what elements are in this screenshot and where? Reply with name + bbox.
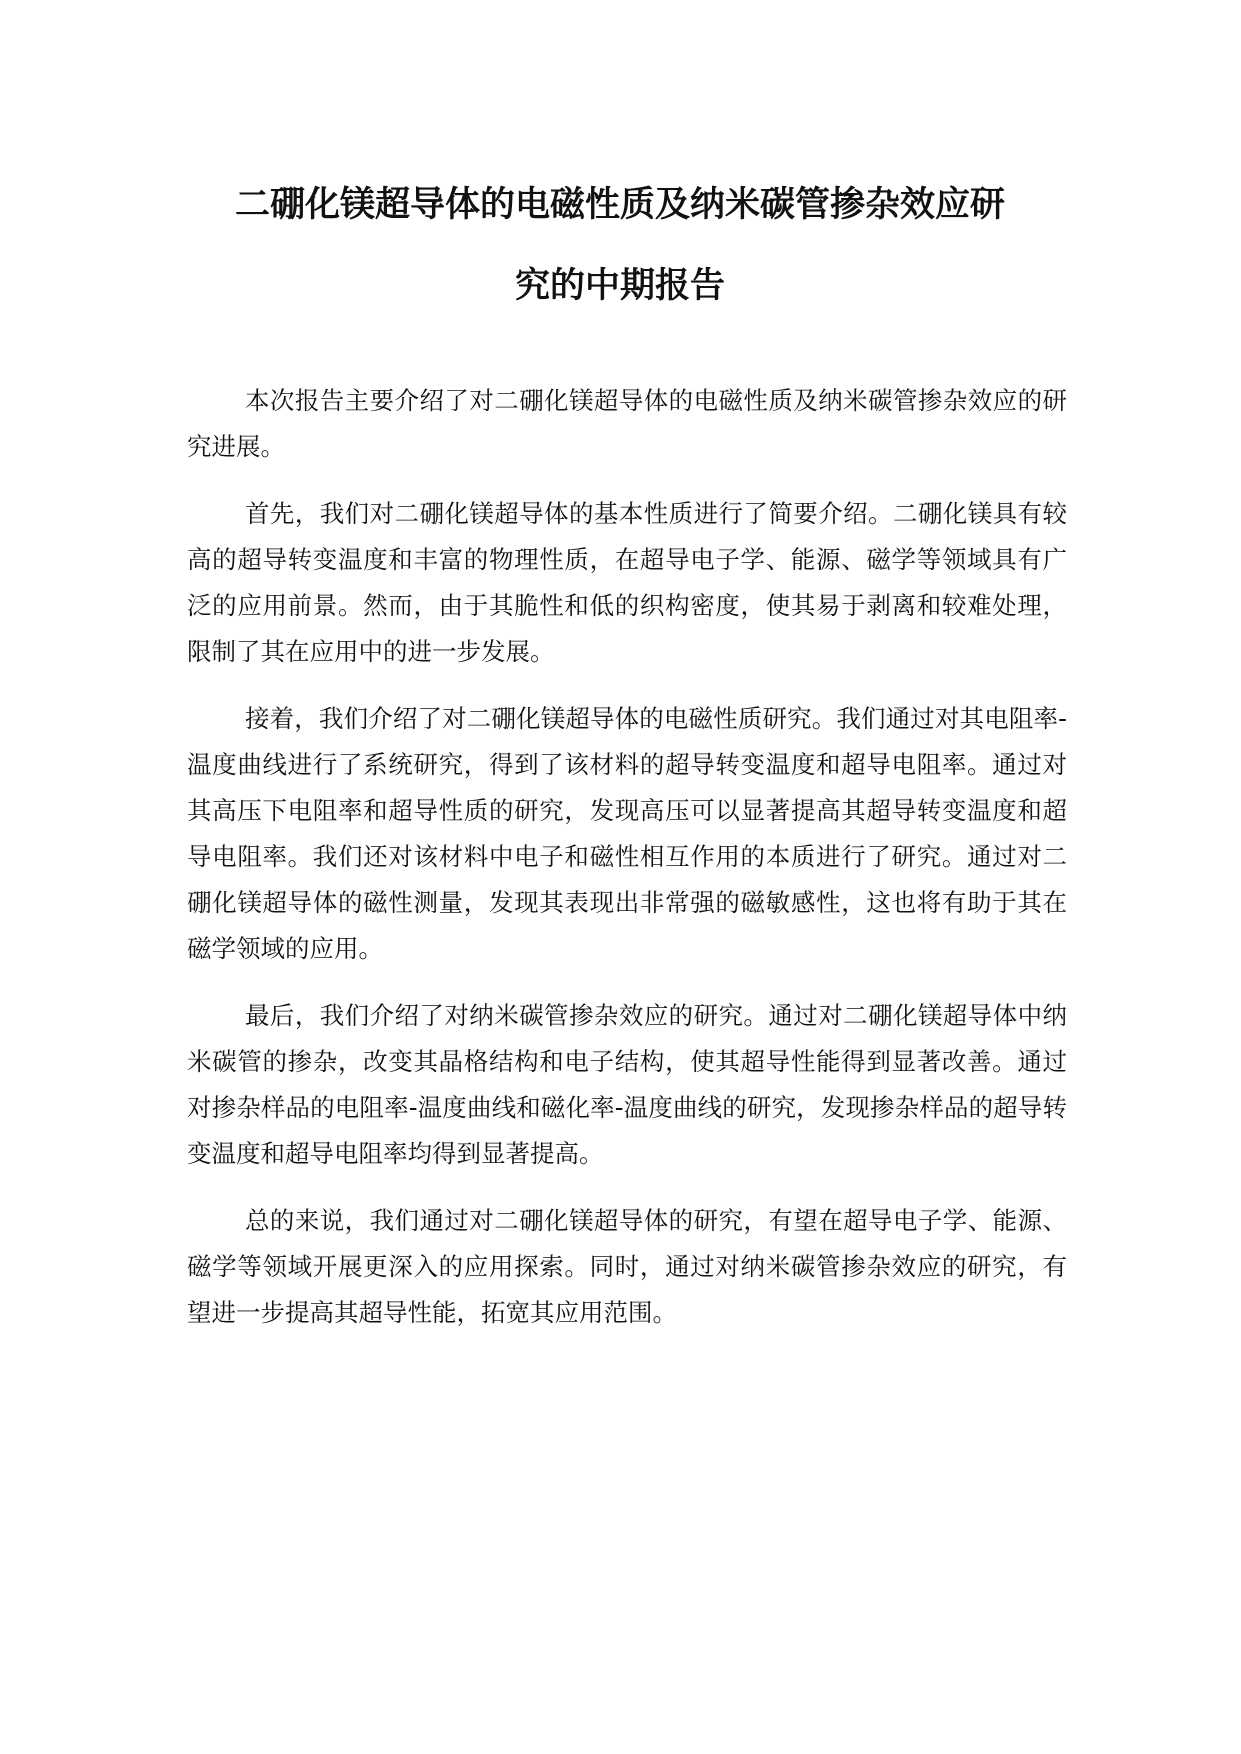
document-body: [187, 378, 1067, 1357]
document-title-line-2: 究的中期报告: [514, 266, 725, 306]
paragraph-conclusion: 总的来说，我们通过对二硼化镁超导体的研究，有望在超导电子学、能源、磁学等领域开展更深入的应用探索。同时，通过对纳米碳管掺杂效应的研究，有望进一步提高其超导性能，拓宽其应用范围。: [187, 1206, 1067, 1327]
document-title-line-1: 二硼化镁超导体的电磁性质及纳米碳管掺杂效应研: [234, 185, 1005, 225]
paragraph-carbon-nanotube-doping: 最后，我们介绍了对纳米碳管掺杂效应的研究。通过对二硼化镁超导体中纳米碳管的掺杂，改变其晶格结构和电子结构，使其超导性能得到显著改善。通过对掺杂样品的电阻率-温度曲线和磁化率-温度曲线的研究，发现掺杂样品的超导转变温度和超导电阻率均得到显著提高。: [187, 1001, 1067, 1168]
paragraph-background: 首先，我们对二硼化镁超导体的基本性质进行了简要介绍。二硼化镁具有较高的超导转变温度和丰富的物理性质，在超导电子学、能源、磁学等领域具有广泛的应用前景。然而，由于其脆性和低的织构密度，使其易于剥离和较难处理，限制了其在应用中的进一步发展。: [187, 499, 1067, 666]
paragraph-electromagnetic-properties: 接着，我们介绍了对二硼化镁超导体的电磁性质研究。我们通过对其电阻率-温度曲线进行了系统研究，得到了该材料的超导转变温度和超导电阻率。通过对其高压下电阻率和超导性质的研究，发现高压可以显著提高其超导转变温度和超导电阻率。我们还对该材料中电子和磁性相互作用的本质进行了研究。通过对二硼化镁超导体的磁性测量，发现其表现出非常强的磁敏感性，这也将有助于其在磁学领域的应用。: [187, 704, 1067, 963]
paragraph-intro: 本次报告主要介绍了对二硼化镁超导体的电磁性质及纳米碳管掺杂效应的研究进展。: [187, 386, 1067, 461]
